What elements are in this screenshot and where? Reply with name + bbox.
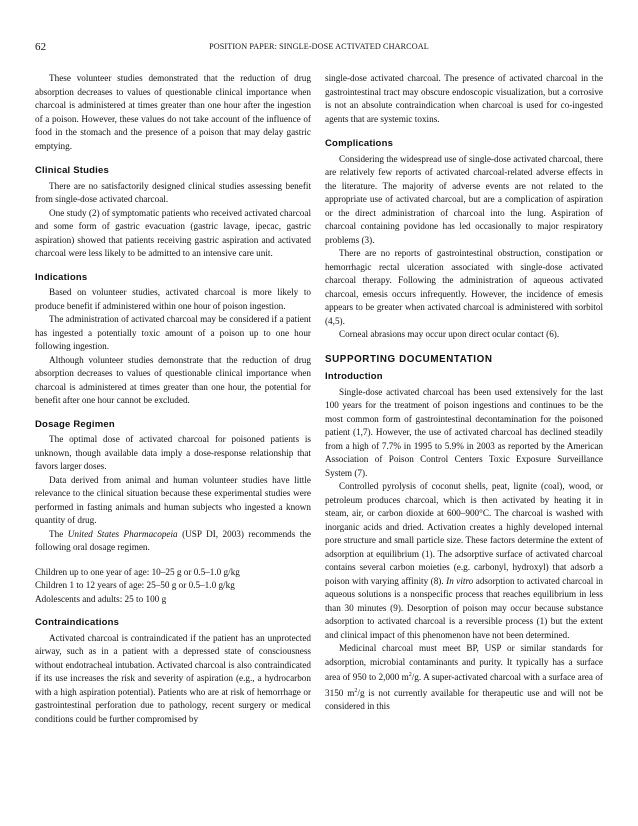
paragraph: The optimal dose of activated charcoal for poisoned patients is unknown, though available data imply a dose-response relationship that favors larger doses. <box>35 434 311 471</box>
dose-item: Children 1 to 12 years of age: 25–50 g or 0.5–1.0 g/kg <box>35 580 235 590</box>
section-heading-contraindications: Contraindications <box>35 617 120 628</box>
paragraph: The administration of activated charcoal may be considered if a patient has ingested a potentially toxic amount of a poison up to one hour following ingestion. <box>35 314 311 351</box>
running-title: POSITION PAPER: SINGLE-DOSE ACTIVATED CHARCOAL <box>209 42 429 51</box>
paragraph <box>325 642 603 714</box>
section-heading-indications: Indications <box>35 271 88 283</box>
paragraph: Activated charcoal is contraindicated if the patient has an unprotected airway, such as in a patient with a depressed state of consciousness without endotracheal intubation. Activated charcoal is also contraindicated if its use increases the risk and severity of aspiration (e.g., a hydrocarbon with a high aspiration potential). Patients who are at risk of hemorrhage or gastrointestinal perforation due to pathology, recent surgery or medical conditions could be further compromised by <box>35 632 311 724</box>
italic-term: In vitro <box>446 575 474 586</box>
section-heading-dosage-regimen: Dosage Regimen <box>35 418 115 430</box>
dose-item: Children up to one year of age: 10–25 g or 0.5–1.0 g/kg <box>35 566 240 577</box>
paragraph: Corneal abrasions may occur upon direct ocular contact (6). <box>339 329 560 339</box>
major-heading-supporting-documentation: SUPPORTING DOCUMENTATION <box>325 353 493 365</box>
text-span: /g. A super-activated charcoal with a surface area of 3150 m <box>325 672 603 698</box>
section-heading-clinical-studies: Clinical Studies <box>35 165 109 176</box>
left-column <box>35 72 311 726</box>
text-span: /g is not currently available for therapeutic use and will not be considered in this <box>325 687 603 712</box>
text-span: adsorption to activated charcoal in aqueous solutions is a nonspecific process that reaches equilibrium in less than 30 minutes (9). Desorption of poison may occur because substance adsorption to activated charcoal is a reversible process (1) but the extent and clinical impact of this phenomenon have not been determined. <box>325 575 603 640</box>
paragraph: Data derived from animal and human volunteer studies have little relevance to the clinical situation because these experimental studies were performed in fasting animals and human subjects who ingested a known quantity of drug. <box>35 474 311 525</box>
section-heading-introduction: Introduction <box>325 371 383 382</box>
text-span: The <box>49 528 68 539</box>
paragraph: These volunteer studies demonstrated that the reduction of drug absorption decreases to values of questionable clinical importance when charcoal is administered at times greater than one hour after the ingestion of a poison. However, these values do not take account of the influence of food in the stomach and the presence of a poison that may delay gastric emptying. <box>35 73 311 151</box>
paragraph <box>325 480 603 642</box>
superscript: 2 <box>408 672 412 678</box>
paragraph <box>35 528 311 555</box>
superscript: 2 <box>354 687 358 694</box>
text-span: Controlled pyrolysis of coconut shells, peat, lignite (coal), wood, or petroleum produces charcoal, which is then activated by heating it in steam, air, or carbon dioxide at 600–900°C. The charcoal is washed with inorganic acids and dried. Activation creates a highly developed internal pore structure and small particle size. These factors determine the extent of adsorption at equilibrium (1). The adsorptive surface of activated charcoal contains several carbon moieties (e.g. carbonyl, hydroxyl) that adsorb a poison with varying affinity (8). <box>325 481 603 586</box>
paragraph: Based on volunteer studies, activated charcoal is more likely to produce benefit if administered within one hour of poison ingestion. <box>35 287 311 311</box>
page-number: 62 <box>35 41 47 53</box>
section-heading-complications: Complications <box>325 138 394 149</box>
paragraph: One study (2) of symptomatic patients who received activated charcoal and some form of gastric evacuation (gastric lavage, ipecac, gastric aspiration) showed that patients receiving gastric aspiration and activated charcoal were less likely to be admitted to an intensive care unit. <box>35 207 311 258</box>
text-span: (USP DI, 2003) recommends the following oral dosage regimen. <box>35 528 311 552</box>
paragraph: single-dose activated charcoal. The presence of activated charcoal in the gastrointestinal tract may obscure endoscopic visualization, but a corrosive is not an absolute contraindication when charcoal is used for co-ingested agents that are systemic toxins. <box>325 73 603 124</box>
dose-list <box>35 566 311 607</box>
running-header <box>35 41 603 55</box>
paragraph: There are no satisfactorily designed clinical studies assessing benefit from single-dose activated charcoal. <box>35 180 311 204</box>
paragraph: Considering the widespread use of single-dose activated charcoal, there are relatively few reports of activated charcoal-related adverse effects in the literature. The majority of adverse events are not related to the appropriate use of activated charcoal, but are a complication of aspiration or the direct administration of charcoal into the lung. Aspiration of charcoal containing povidone has led occasionally to major respiratory problems (3). <box>325 153 603 245</box>
paragraph: There are no reports of gastrointestinal obstruction, constipation or hemorrhagic rectal ulceration associated with single-dose activated charcoal therapy. Following the administration of aqueous activated charcoal, emesis occurs infrequently. However, the incidence of emesis appears to be greater when activated charcoal is administered with sorbitol (4,5). <box>325 248 603 326</box>
text-span: Medicinal charcoal must meet BP, USP or similar standards for adsorption, microbial contaminants and purity. It typically has a surface area of 950 to 2,000 m <box>325 643 603 683</box>
dose-item: Adolescents and adults: 25 to 100 g <box>35 593 167 604</box>
right-column <box>325 72 603 714</box>
paragraph: Although volunteer studies demonstrate that the reduction of drug absorption decreases to values of questionable clinical importance when charcoal is administered at times greater than one hour, the potential for benefit after one hour cannot be excluded. <box>35 354 311 405</box>
italic-title: United States Pharmacopeia <box>67 528 178 539</box>
paragraph: Single-dose activated charcoal has been used extensively for the last 100 years for the treatment of poison ingestions and continues to be the most common form of gastrointestinal decontamination for the poisoned patient (1,7). However, the use of activated charcoal has declined steadily from a high of 7.7% in 1995 to 5.9% in 2003 as reported by the American Association of Poison Control Centers Toxic Exposure Surveillance System (7). <box>325 386 603 478</box>
